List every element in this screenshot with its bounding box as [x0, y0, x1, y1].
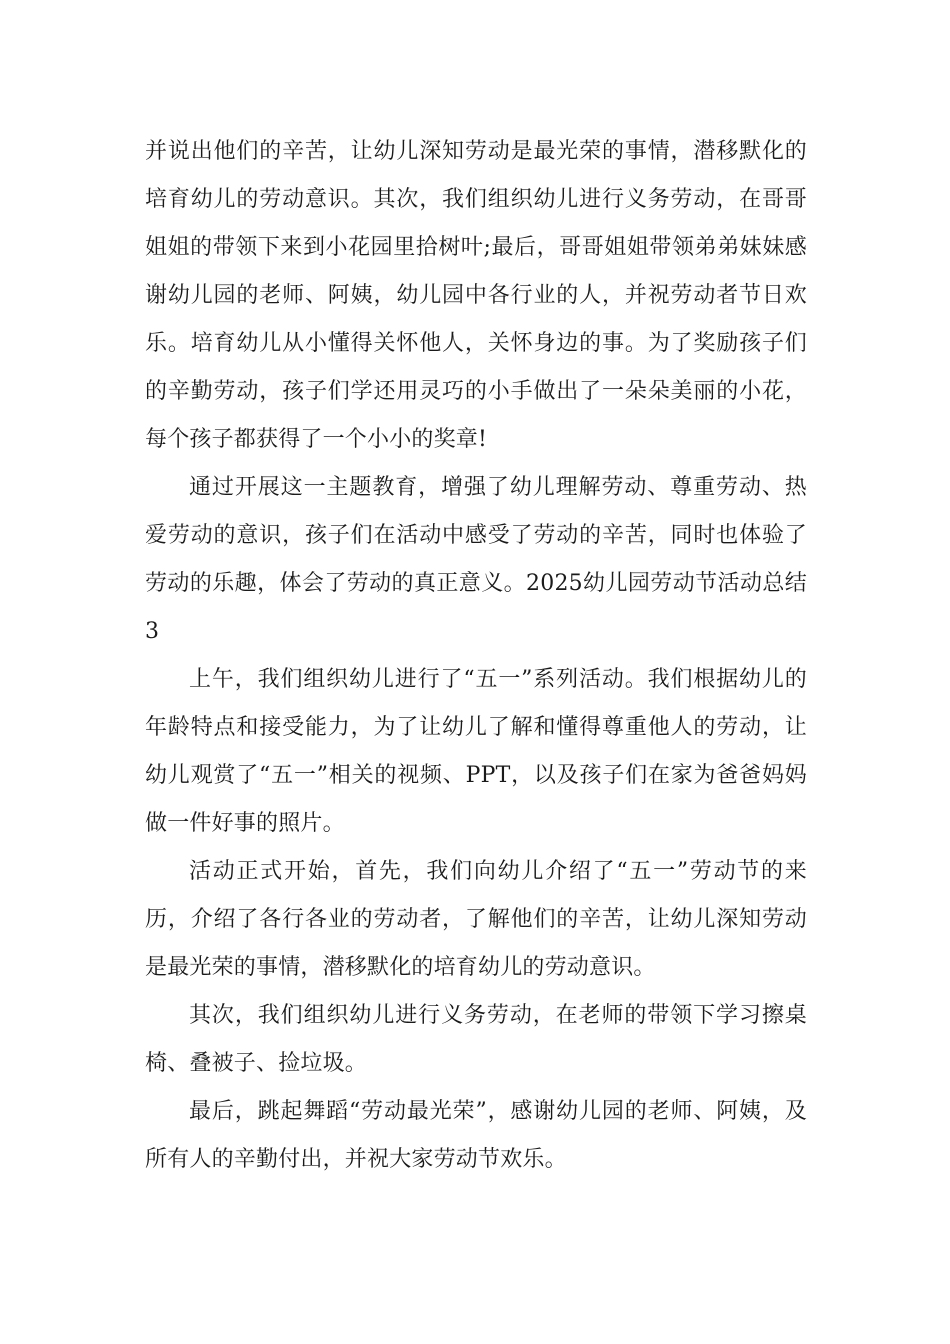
document-body — [145, 128, 807, 1184]
paragraph-summary: 通过开展这一主题教育，增强了幼儿理解劳动、尊重劳动、热爱劳动的意识，孩子们在活动中感受了劳动的辛苦，同时也体验了劳动的乐趣，体会了劳动的真正意义。2025幼儿园劳动节活动总结3 — [145, 475, 807, 644]
paragraph-continued: 并说出他们的辛苦，让幼儿深知劳动是最光荣的事情，潜移默化的培育幼儿的劳动意识。其次，我们组织幼儿进行义务劳动，在哥哥姐姐的带领下来到小花园里拾树叶;最后，哥哥姐姐带领弟弟妹妹感谢幼儿园的老师、阿姨，幼儿园中各行业的人，并祝劳动者节日欢乐。培育幼儿从小懂得关怀他人，关怀身边的事。为了奖励孩子们的辛勤劳动，孩子们学还用灵巧的小手做出了一朵朵美丽的小花，每个孩子都获得了一个小小的奖章! — [145, 139, 807, 452]
paragraph-morning-activity: 上午，我们组织幼儿进行了“五一”系列活动。我们根据幼儿的年龄特点和接受能力，为了让幼儿了解和懂得尊重他人的劳动，让幼儿观赏了“五一”相关的视频、PPT，以及孩子们在家为爸爸妈妈做一件好事的照片。 — [145, 667, 807, 836]
paragraph-next: 其次，我们组织幼儿进行义务劳动，在老师的带领下学习擦桌椅、叠被子、捡垃圾。 — [145, 1003, 807, 1076]
paragraph-activity-start: 活动正式开始，首先，我们向幼儿介绍了“五一”劳动节的来历，介绍了各行各业的劳动者，了解他们的辛苦，让幼儿深知劳动是最光荣的事情，潜移默化的培育幼儿的劳动意识。 — [145, 859, 807, 980]
paragraph-finally: 最后，跳起舞蹈“劳动最光荣”，感谢幼儿园的老师、阿姨，及所有人的辛勤付出，并祝大家劳动节欢乐。 — [145, 1099, 807, 1172]
